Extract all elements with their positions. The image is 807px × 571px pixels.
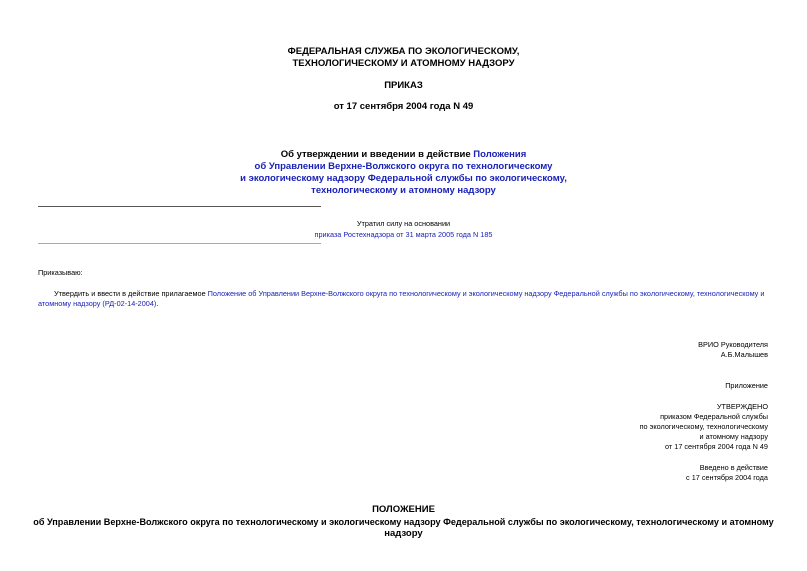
effective-line-2: с 17 сентября 2004 года (686, 473, 768, 482)
regulation-title (0, 504, 807, 540)
agency-line-1: ФЕДЕРАЛЬНАЯ СЛУЖБА ПО ЭКОЛОГИЧЕСКОМУ, (287, 46, 520, 57)
subject-link-part-4[interactable]: технологическому и атомному надзору (311, 185, 496, 196)
agency-name (0, 46, 807, 70)
regulation-title-line-1: об Управлении Верхне-Волжского округа по технологическому и экологическому надзору Федеральной службы по экологическому, технологическому и атомному (33, 517, 774, 527)
order-item-suffix: . (156, 299, 159, 308)
regulation-title-main: ПОЛОЖЕНИЕ (372, 504, 435, 515)
approval-block (468, 402, 768, 452)
subject-link-part-2[interactable]: об Управлении Верхне-Волжского округа по технологическому (254, 161, 553, 172)
status-note (250, 219, 557, 240)
approved-line-2: по экологическому, технологическому (639, 422, 768, 431)
subject-link-part-3[interactable]: и экологическому надзору Федеральной службы по экологическому, (240, 173, 567, 184)
approved-line-1: приказом Федеральной службы (660, 412, 768, 421)
subject-prefix: Об утверждении и введении в действие (280, 149, 474, 160)
agency-line-2: ТЕХНОЛОГИЧЕСКОМУ И АТОМНОМУ НАДЗОРУ (292, 58, 515, 69)
signature-name: А.Б.Малышев (720, 350, 768, 359)
doc-date: от 17 сентября 2004 года N 49 (333, 101, 474, 112)
signature-position: ВРИО Руководителя (698, 340, 768, 349)
order-item-prefix: Утвердить и ввести в действие прилагаемое (54, 289, 208, 298)
divider-bottom (38, 243, 321, 244)
effective-line-1: Введено в действие (699, 463, 768, 472)
order-item-link-part-1[interactable]: Положение об Управлении Верхне-Волжского округа по технологическому и экологическому надзору Федеральной службы по экологическому, технологическому и (207, 289, 765, 298)
status-link[interactable]: приказа Ростехнадзора от 31 марта 2005 года N 185 (314, 230, 493, 239)
divider-top (38, 206, 321, 207)
subject-link-part-1[interactable]: Положения (473, 149, 527, 160)
subject-heading (0, 149, 807, 197)
order-item-link-part-2[interactable]: атомному надзору (РД-02-14-2004) (38, 299, 157, 308)
appendix-label: Приложение (725, 381, 768, 390)
approved-word: УТВЕРЖДЕНО (716, 402, 768, 411)
order-item (38, 289, 770, 309)
regulation-title-line-2: надзору (384, 528, 423, 539)
status-label: Утратил силу на основании (356, 219, 451, 228)
doc-type: ПРИКАЗ (384, 80, 423, 91)
signature-block (468, 340, 768, 360)
effective-block (468, 463, 768, 483)
approved-line-3: и атомному надзору (699, 432, 768, 441)
order-word: Приказываю: (38, 268, 83, 277)
approved-line-4: от 17 сентября 2004 года N 49 (665, 442, 768, 451)
